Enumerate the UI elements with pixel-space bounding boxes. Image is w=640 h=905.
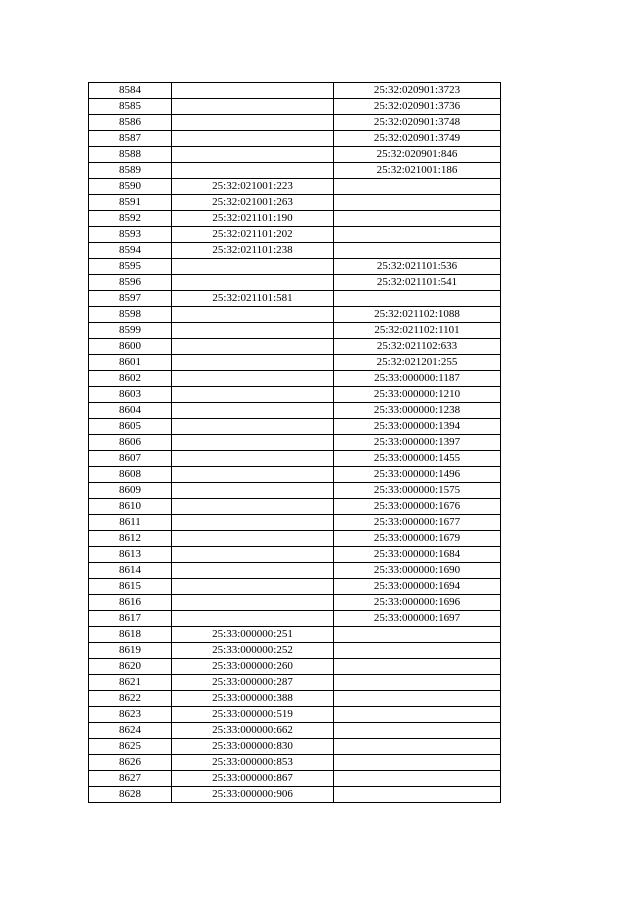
row-number-cell: 8626 [89,755,172,771]
cadastral-number-cell-col2 [172,419,334,435]
row-number-cell: 8599 [89,323,172,339]
cadastral-number-cell-col2 [172,83,334,99]
cadastral-number-cell-col3: 25:33:000000:1496 [334,467,501,483]
row-number-cell: 8612 [89,531,172,547]
table-row [89,371,501,387]
table-row [89,243,501,259]
cadastral-number-cell-col2 [172,355,334,371]
cadastral-number-cell-col3: 25:33:000000:1187 [334,371,501,387]
table-row [89,595,501,611]
table-row [89,627,501,643]
cadastral-number-cell-col3: 25:32:021201:255 [334,355,501,371]
cadastral-number-cell-col2 [172,563,334,579]
cadastral-number-cell-col2 [172,163,334,179]
table-row [89,707,501,723]
cadastral-number-cell-col3: 25:33:000000:1697 [334,611,501,627]
table-row [89,99,501,115]
table-row [89,291,501,307]
row-number-cell: 8608 [89,467,172,483]
row-number-cell: 8584 [89,83,172,99]
table-row [89,611,501,627]
table-body [89,83,501,803]
cadastral-number-cell-col3: 25:33:000000:1694 [334,579,501,595]
table-row [89,227,501,243]
table-row [89,131,501,147]
table-row [89,307,501,323]
row-number-cell: 8607 [89,451,172,467]
row-number-cell: 8595 [89,259,172,275]
cadastral-number-cell-col3: 25:33:000000:1238 [334,403,501,419]
cadastral-number-cell-col3 [334,227,501,243]
cadastral-number-cell-col2 [172,611,334,627]
cadastral-number-cell-col3: 25:32:021102:633 [334,339,501,355]
row-number-cell: 8628 [89,787,172,803]
row-number-cell: 8615 [89,579,172,595]
cadastral-number-cell-col3: 25:33:000000:1397 [334,435,501,451]
row-number-cell: 8617 [89,611,172,627]
table-row [89,787,501,803]
cadastral-number-cell-col3 [334,691,501,707]
row-number-cell: 8627 [89,771,172,787]
table-row [89,499,501,515]
table-row [89,659,501,675]
row-number-cell: 8605 [89,419,172,435]
cadastral-number-cell-col2 [172,467,334,483]
table-row [89,387,501,403]
cadastral-number-cell-col3: 25:32:021101:536 [334,259,501,275]
cadastral-number-cell-col3: 25:33:000000:1679 [334,531,501,547]
table-row [89,771,501,787]
table-row [89,563,501,579]
row-number-cell: 8592 [89,211,172,227]
table-row [89,723,501,739]
table-row [89,83,501,99]
cadastral-number-cell-col2 [172,547,334,563]
table-row [89,435,501,451]
cadastral-number-cell-col2: 25:32:021001:223 [172,179,334,195]
cadastral-number-cell-col2: 25:32:021001:263 [172,195,334,211]
row-number-cell: 8622 [89,691,172,707]
cadastral-number-cell-col2: 25:33:000000:853 [172,755,334,771]
cadastral-number-cell-col2: 25:33:000000:260 [172,659,334,675]
row-number-cell: 8593 [89,227,172,243]
cadastral-number-cell-col2: 25:33:000000:287 [172,675,334,691]
cadastral-number-cell-col3: 25:32:021102:1101 [334,323,501,339]
cadastral-number-cell-col3: 25:32:020901:3749 [334,131,501,147]
cadastral-number-cell-col2 [172,435,334,451]
row-number-cell: 8602 [89,371,172,387]
cadastral-number-cell-col3 [334,675,501,691]
table-row [89,739,501,755]
cadastral-number-cell-col2 [172,451,334,467]
cadastral-number-cell-col2 [172,403,334,419]
cadastral-number-cell-col2: 25:33:000000:251 [172,627,334,643]
row-number-cell: 8594 [89,243,172,259]
cadastral-number-cell-col2 [172,579,334,595]
row-number-cell: 8618 [89,627,172,643]
cadastral-number-cell-col3 [334,787,501,803]
row-number-cell: 8614 [89,563,172,579]
cadastral-number-cell-col3 [334,723,501,739]
table-row [89,451,501,467]
cadastral-number-cell-col2 [172,115,334,131]
table-row [89,179,501,195]
row-number-cell: 8606 [89,435,172,451]
table-row [89,531,501,547]
cadastral-number-cell-col3: 25:33:000000:1684 [334,547,501,563]
cadastral-number-cell-col2 [172,147,334,163]
cadastral-number-cell-col2: 25:32:021101:190 [172,211,334,227]
cadastral-number-cell-col3 [334,771,501,787]
cadastral-number-cell-col2 [172,595,334,611]
table-row [89,675,501,691]
cadastral-number-cell-col2: 25:33:000000:388 [172,691,334,707]
cadastral-number-cell-col3 [334,627,501,643]
row-number-cell: 8586 [89,115,172,131]
cadastral-number-cell-col3: 25:32:020901:3723 [334,83,501,99]
cadastral-number-cell-col2 [172,371,334,387]
cadastral-number-cell-col2 [172,307,334,323]
row-number-cell: 8623 [89,707,172,723]
cadastral-number-cell-col2 [172,323,334,339]
cadastral-number-cell-col3: 25:33:000000:1394 [334,419,501,435]
cadastral-number-cell-col3 [334,243,501,259]
row-number-cell: 8597 [89,291,172,307]
row-number-cell: 8585 [89,99,172,115]
table-row [89,547,501,563]
row-number-cell: 8616 [89,595,172,611]
row-number-cell: 8609 [89,483,172,499]
table-row [89,163,501,179]
row-number-cell: 8590 [89,179,172,195]
cadastral-number-cell-col3 [334,179,501,195]
table-row [89,691,501,707]
table-row [89,275,501,291]
cadastral-number-cell-col2 [172,499,334,515]
cadastral-number-cell-col3: 25:32:020901:3736 [334,99,501,115]
cadastral-number-table [88,82,501,803]
table-row [89,355,501,371]
cadastral-number-cell-col2 [172,131,334,147]
cadastral-number-cell-col2: 25:33:000000:662 [172,723,334,739]
row-number-cell: 8601 [89,355,172,371]
cadastral-number-cell-col3 [334,707,501,723]
table-row [89,419,501,435]
table-row [89,515,501,531]
table-row [89,115,501,131]
cadastral-number-cell-col3 [334,291,501,307]
row-number-cell: 8598 [89,307,172,323]
cadastral-number-cell-col3 [334,195,501,211]
cadastral-number-cell-col3: 25:33:000000:1677 [334,515,501,531]
table-row [89,643,501,659]
cadastral-number-cell-col3: 25:32:020901:846 [334,147,501,163]
row-number-cell: 8604 [89,403,172,419]
table-row [89,755,501,771]
cadastral-number-cell-col2: 25:32:021101:581 [172,291,334,307]
cadastral-number-cell-col2 [172,99,334,115]
cadastral-number-cell-col3 [334,659,501,675]
row-number-cell: 8591 [89,195,172,211]
table-row [89,483,501,499]
row-number-cell: 8625 [89,739,172,755]
table-row [89,403,501,419]
cadastral-number-cell-col2 [172,515,334,531]
cadastral-number-cell-col2: 25:32:021101:238 [172,243,334,259]
cadastral-number-cell-col3 [334,755,501,771]
cadastral-number-cell-col3: 25:33:000000:1575 [334,483,501,499]
cadastral-number-cell-col2: 25:33:000000:867 [172,771,334,787]
table-row [89,323,501,339]
row-number-cell: 8611 [89,515,172,531]
cadastral-number-cell-col3: 25:33:000000:1455 [334,451,501,467]
table-row [89,147,501,163]
cadastral-number-cell-col2: 25:33:000000:906 [172,787,334,803]
cadastral-number-cell-col3: 25:33:000000:1696 [334,595,501,611]
cadastral-number-cell-col2 [172,259,334,275]
row-number-cell: 8619 [89,643,172,659]
cadastral-number-cell-col3: 25:32:021001:186 [334,163,501,179]
row-number-cell: 8587 [89,131,172,147]
row-number-cell: 8613 [89,547,172,563]
row-number-cell: 8596 [89,275,172,291]
cadastral-number-cell-col3 [334,211,501,227]
row-number-cell: 8610 [89,499,172,515]
row-number-cell: 8589 [89,163,172,179]
cadastral-number-cell-col2 [172,339,334,355]
table-row [89,211,501,227]
table-row [89,579,501,595]
cadastral-number-cell-col2 [172,483,334,499]
row-number-cell: 8603 [89,387,172,403]
cadastral-number-cell-col3: 25:33:000000:1676 [334,499,501,515]
cadastral-number-cell-col2 [172,275,334,291]
row-number-cell: 8620 [89,659,172,675]
cadastral-number-cell-col2: 25:33:000000:830 [172,739,334,755]
cadastral-number-cell-col2: 25:33:000000:519 [172,707,334,723]
cadastral-number-cell-col3 [334,739,501,755]
row-number-cell: 8588 [89,147,172,163]
table-row [89,195,501,211]
cadastral-number-cell-col3 [334,643,501,659]
row-number-cell: 8621 [89,675,172,691]
cadastral-number-cell-col3: 25:32:021102:1088 [334,307,501,323]
cadastral-number-cell-col2 [172,387,334,403]
cadastral-number-cell-col3: 25:32:020901:3748 [334,115,501,131]
cadastral-number-cell-col3: 25:33:000000:1210 [334,387,501,403]
cadastral-number-cell-col2 [172,531,334,547]
row-number-cell: 8600 [89,339,172,355]
table-row [89,467,501,483]
cadastral-number-cell-col3: 25:32:021101:541 [334,275,501,291]
table-row [89,259,501,275]
cadastral-number-cell-col2: 25:32:021101:202 [172,227,334,243]
cadastral-number-cell-col3: 25:33:000000:1690 [334,563,501,579]
row-number-cell: 8624 [89,723,172,739]
cadastral-number-cell-col2: 25:33:000000:252 [172,643,334,659]
table-row [89,339,501,355]
